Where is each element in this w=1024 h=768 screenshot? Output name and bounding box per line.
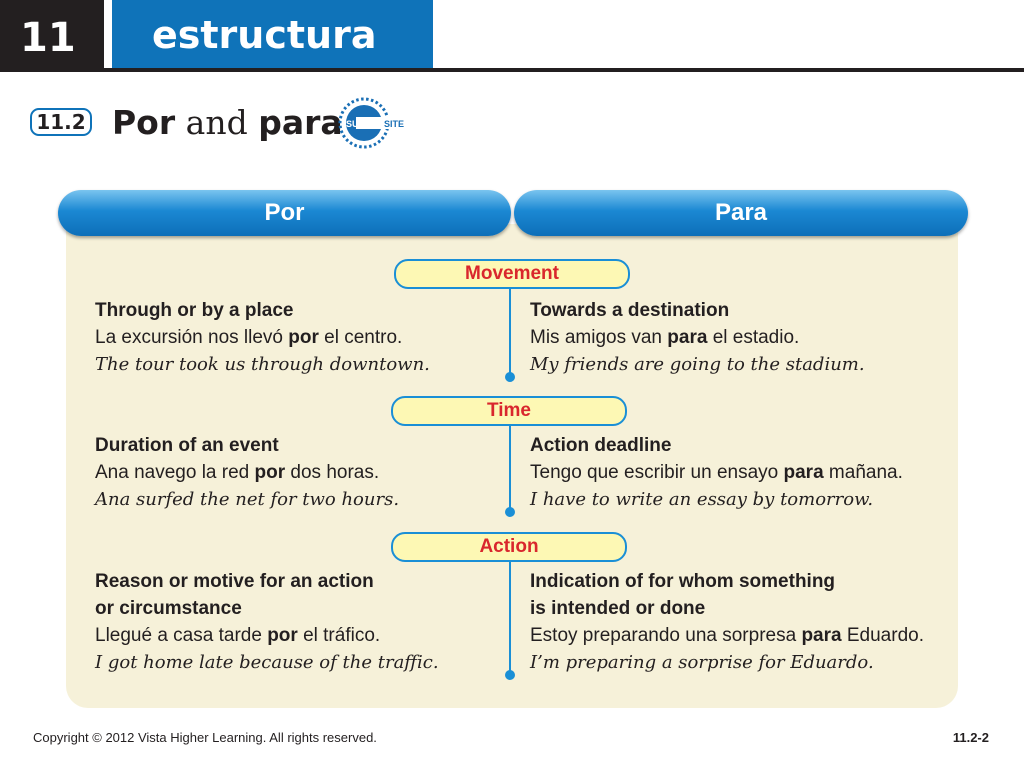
por-example-keyword: por <box>288 327 319 348</box>
header-divider <box>0 68 1024 72</box>
section-number: 11.2 <box>36 110 86 134</box>
chapter-number-block <box>0 0 104 72</box>
section-title-para: para <box>258 103 343 142</box>
para-heading: Indication of for whom something <box>530 571 836 592</box>
category-label <box>391 396 627 426</box>
para-example-text: Tengo que escribir un ensayo <box>530 462 784 483</box>
category-label <box>394 259 630 289</box>
section-title <box>112 103 343 142</box>
para-entry <box>530 568 950 676</box>
para-example-keyword: para <box>667 327 708 348</box>
column-header-para-label: Para <box>714 199 768 226</box>
para-example-keyword: para <box>783 462 824 483</box>
por-heading: Through or by a place <box>95 300 294 321</box>
por-heading: or circumstance <box>95 598 242 619</box>
por-entry <box>95 297 505 378</box>
por-translation: I got home late because of the traffic. <box>95 652 439 673</box>
column-divider-line <box>509 426 511 512</box>
para-translation: My friends are going to the stadium. <box>530 354 865 375</box>
chapter-title: estructura <box>152 13 377 57</box>
para-example <box>530 622 950 649</box>
por-example-text: Ana navego la red <box>95 462 255 483</box>
por-entry <box>95 432 505 513</box>
por-example <box>95 324 505 351</box>
copyright-notice: Copyright © 2012 Vista Higher Learning. All rights reserved. <box>33 730 377 745</box>
para-example <box>530 459 950 486</box>
category-label-text: Time <box>486 400 531 421</box>
para-example-text: Estoy preparando una sorpresa <box>530 625 802 646</box>
para-example <box>530 324 950 351</box>
por-example-text: dos horas. <box>285 462 380 483</box>
para-entry <box>530 432 950 513</box>
por-example-text: el centro. <box>318 327 403 348</box>
para-example-text: Mis amigos van <box>530 327 668 348</box>
para-heading: Towards a destination <box>530 300 730 321</box>
para-translation: I’m preparing a sorprise for Eduardo. <box>530 652 874 673</box>
para-translation: I have to write an essay by tomorrow. <box>530 489 874 510</box>
category-label-text: Action <box>479 536 539 557</box>
para-example-text: el estadio. <box>707 327 800 348</box>
por-translation: The tour took us through downtown. <box>95 354 430 375</box>
category-label-text: Movement <box>465 263 559 284</box>
por-example-text: el tráfico. <box>297 625 381 646</box>
section-title-and: and <box>185 103 248 142</box>
chapter-title-block <box>112 0 433 72</box>
por-entry <box>95 568 505 676</box>
supersite-super: SUPER <box>346 119 378 129</box>
section-number-badge <box>30 108 92 136</box>
para-example-keyword: para <box>801 625 842 646</box>
por-example <box>95 459 505 486</box>
por-translation: Ana surfed the net for two hours. <box>95 489 400 510</box>
divider-end-dot <box>505 372 515 382</box>
para-example-text: mañana. <box>823 462 903 483</box>
supersite-site: SITE <box>384 119 405 129</box>
por-example-keyword: por <box>254 462 286 483</box>
por-example <box>95 622 505 649</box>
column-header-para <box>514 190 968 236</box>
section-title-por: Por <box>112 103 176 142</box>
divider-end-dot <box>505 507 515 517</box>
column-divider-line <box>509 289 511 377</box>
page-number: 11.2-2 <box>952 730 989 745</box>
por-example-text: Llegué a casa tarde <box>95 625 268 646</box>
para-example-text: Eduardo. <box>841 625 924 646</box>
column-header-por-label: Por <box>264 199 305 226</box>
column-header-por <box>58 190 511 236</box>
por-heading: Reason or motive for an action <box>95 571 374 592</box>
para-entry <box>530 297 950 378</box>
para-heading: is intended or done <box>530 598 706 619</box>
category-label <box>391 532 627 562</box>
divider-end-dot <box>505 670 515 680</box>
por-example-text: La excursión nos llevó <box>95 327 289 348</box>
para-heading: Action deadline <box>530 435 672 456</box>
chapter-number: 11 <box>20 15 76 61</box>
por-heading: Duration of an event <box>95 435 279 456</box>
supersite-logo[interactable] <box>338 97 414 149</box>
column-divider-line <box>509 562 511 675</box>
por-example-keyword: por <box>267 625 298 646</box>
